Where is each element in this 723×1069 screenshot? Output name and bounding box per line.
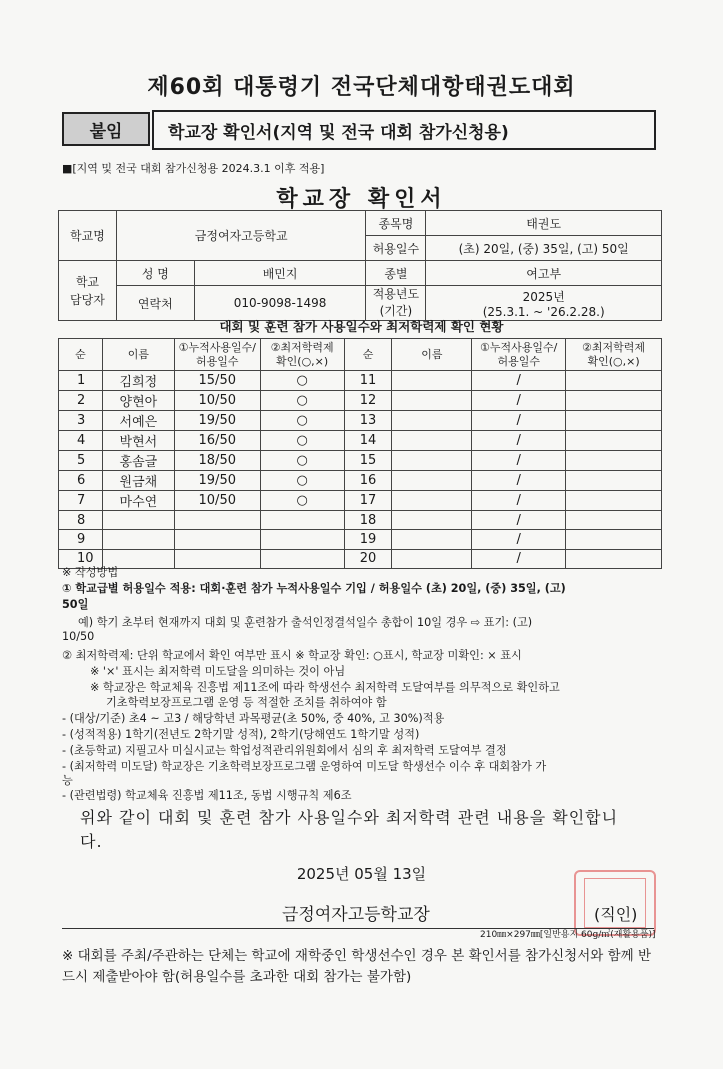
record-no-cell: 6 (59, 471, 103, 491)
record-name-cell (392, 371, 472, 391)
record-name-cell (392, 530, 472, 549)
note-example: 예) 학기 초부터 현재까지 대회 및 훈련참가 출석인정결석일수 총합이 10일 경우 ⇨ 표기: (고) (78, 616, 533, 629)
footer-note: ※ 대회를 주최/주관하는 단체는 학교에 재학중인 학생선수인 경우 본 확인서를 참가신청서와 함께 반드시 제출받아야 함(허용일수를 초과한 대회 참가는 불가함) (62, 948, 651, 985)
record-no-cell: 5 (59, 451, 103, 471)
record-academic-cell (566, 411, 662, 431)
applicable-period-value: (25.3.1. ~ '26.2.28.) (482, 304, 605, 319)
record-days-cell: / (472, 431, 566, 451)
record-academic-cell (566, 371, 662, 391)
allowed-days-value: (초) 20일, (중) 35일, (고) 50일 (426, 236, 662, 261)
record-name-cell (392, 491, 472, 511)
record-days-cell: / (472, 411, 566, 431)
record-academic-cell (260, 549, 344, 568)
record-name-cell: 홍솜글 (102, 451, 174, 471)
table-row (59, 391, 662, 411)
appendix-badge: 붙임 (62, 112, 150, 146)
record-days-cell: / (472, 491, 566, 511)
header-no: 순 (59, 339, 103, 371)
header-days: ①누적사용일수/ 허용일수 (472, 339, 566, 371)
record-days-cell: 10/50 (174, 491, 260, 511)
event-label: 종목명 (366, 211, 426, 236)
record-name-cell: 마수연 (102, 491, 174, 511)
principal-name: 금정여자고등학교장 (282, 905, 430, 925)
allowed-days-label: 허용일수 (366, 236, 426, 261)
table-row (59, 491, 662, 511)
notes-heading: ※ 작성방법 (62, 566, 119, 579)
contact-value: 010-9098-1498 (194, 286, 366, 321)
record-academic-cell: ○ (260, 491, 344, 511)
main-title: 제60회 대통령기 전국단체대항태권도대회 (147, 75, 576, 100)
record-academic-cell: ○ (260, 391, 344, 411)
record-no-cell: 4 (59, 431, 103, 451)
record-academic-cell: ○ (260, 371, 344, 391)
note-dash-2: - (성적적용) 1학기(전년도 2학기말 성적), 2학기(당해연도 1학기말 성적) (62, 728, 420, 741)
record-academic-cell (260, 511, 344, 530)
event-value: 태권도 (426, 211, 662, 236)
record-no-cell: 8 (59, 511, 103, 530)
staff-name-label: 성 명 (116, 261, 194, 286)
table-row (59, 549, 662, 568)
record-name-cell (392, 391, 472, 411)
header-days: ①누적사용일수/ 허용일수 (174, 339, 260, 371)
header-academic: ②최저학력제 확인(○,×) (260, 339, 344, 371)
records-table (58, 338, 662, 569)
document-title: 학교장 확인서 (276, 187, 447, 212)
record-academic-cell (260, 530, 344, 549)
header-name: 이름 (392, 339, 472, 371)
applicable-year-value: 2025년 (522, 289, 565, 304)
note-dash-5: - (관련법령) 학교체육 진흥법 제11조, 동법 시행규칙 제6조 (62, 789, 352, 802)
record-no-cell: 1 (59, 371, 103, 391)
record-academic-cell: ○ (260, 431, 344, 451)
table-row (59, 431, 662, 451)
record-no-cell: 17 (344, 491, 392, 511)
applies-note: ■[지역 및 전국 대회 참가신청용 2024.3.1 이후 적용] (62, 162, 325, 175)
record-name-cell: 서예은 (102, 411, 174, 431)
record-no-cell: 19 (344, 530, 392, 549)
note-dash-4: - (최저학력 미도달) 학교장은 기초학력보장프로그램 운영하여 미도달 학생선수 이수 후 대회참가 가 (62, 760, 547, 773)
record-academic-cell (566, 471, 662, 491)
record-days-cell: 18/50 (174, 451, 260, 471)
record-days-cell: 19/50 (174, 411, 260, 431)
record-name-cell (392, 549, 472, 568)
contact-label: 연락처 (116, 286, 194, 321)
record-no-cell: 18 (344, 511, 392, 530)
table-row (59, 371, 662, 391)
record-days-cell: 10/50 (174, 391, 260, 411)
record-name-cell (392, 451, 472, 471)
table-row (59, 530, 662, 549)
record-name-cell: 김희정 (102, 371, 174, 391)
record-name-cell (392, 431, 472, 451)
document-date: 2025년 05월 13일 (296, 865, 427, 883)
table-row (59, 471, 662, 491)
note-dash-3: - (초등학교) 지필고사 미실시교는 학업성적관리위원회에서 심의 후 최저학력 도달여부 결정 (62, 744, 507, 757)
record-name-cell: 원금채 (102, 471, 174, 491)
note-item-2-sub-1: ※ '×' 표시는 최저학력 미도달을 의미하는 것이 아님 (90, 665, 346, 678)
school-name-value: 금정여자고등학교 (116, 211, 366, 261)
record-academic-cell: ○ (260, 411, 344, 431)
table-row (59, 511, 662, 530)
record-academic-cell (566, 451, 662, 471)
record-no-cell: 16 (344, 471, 392, 491)
records-section-title: 대회 및 훈련 참가 사용일수와 최저학력제 확인 현황 (219, 319, 504, 334)
record-academic-cell: ○ (260, 451, 344, 471)
record-no-cell: 20 (344, 549, 392, 568)
record-no-cell: 9 (59, 530, 103, 549)
record-days-cell: 15/50 (174, 371, 260, 391)
record-no-cell: 11 (344, 371, 392, 391)
note-dash-4-cont: 능 (62, 774, 73, 787)
record-days-cell (174, 549, 260, 568)
table-row (59, 411, 662, 431)
note-item-2-sub-2: ※ 학교장은 학교체육 진흥법 제11조에 따라 학생선수 최저학력 도달여부를 의무적으로 확인하고 (90, 681, 560, 694)
record-name-cell (102, 511, 174, 530)
note-item-1-cont: 50일 (62, 598, 89, 611)
record-days-cell: 19/50 (174, 471, 260, 491)
record-academic-cell (566, 530, 662, 549)
record-no-cell: 2 (59, 391, 103, 411)
school-name-label: 학교명 (59, 211, 117, 261)
record-no-cell: 13 (344, 411, 392, 431)
header-no: 순 (344, 339, 392, 371)
record-no-cell: 7 (59, 491, 103, 511)
record-days-cell: / (472, 530, 566, 549)
record-academic-cell (566, 391, 662, 411)
record-name-cell: 박현서 (102, 431, 174, 451)
category-value: 여고부 (426, 261, 662, 286)
header-academic: ②최저학력제 확인(○,×) (566, 339, 662, 371)
record-name-cell (392, 511, 472, 530)
confirmation-text: 위와 같이 대회 및 훈련 참가 사용일수와 최저학력 관련 내용을 확인합니다. (80, 808, 619, 851)
record-name-cell (102, 530, 174, 549)
record-days-cell (174, 530, 260, 549)
record-days-cell: 16/50 (174, 431, 260, 451)
note-dash-1: - (대상/기준) 초4 ~ 고3 / 해당학년 과목평균(초 50%, 중 40%, 고 30%)적용 (62, 712, 445, 725)
table-row (59, 451, 662, 471)
record-days-cell: / (472, 471, 566, 491)
applicable-year-label: 적용년도 (기간) (366, 286, 426, 321)
record-no-cell: 3 (59, 411, 103, 431)
note-item-1: ① 학교급별 허용일수 적용: 대회·훈련 참가 누적사용일수 기입 / 허용일수 (초) 20일, (중) 35일, (고) (62, 582, 566, 595)
record-no-cell: 15 (344, 451, 392, 471)
record-academic-cell (566, 511, 662, 530)
record-days-cell: / (472, 511, 566, 530)
record-name-cell (392, 471, 472, 491)
record-academic-cell (566, 491, 662, 511)
category-label: 종별 (366, 261, 426, 286)
record-days-cell (174, 511, 260, 530)
note-example-cont: 10/50 (62, 630, 95, 643)
header-name: 이름 (102, 339, 174, 371)
staff-label: 학교 담당자 (59, 261, 117, 321)
record-no-cell: 14 (344, 431, 392, 451)
record-no-cell: 10 (59, 549, 103, 568)
record-academic-cell (566, 549, 662, 568)
record-name-cell: 양현아 (102, 391, 174, 411)
record-days-cell: / (472, 549, 566, 568)
note-item-2-sub-2-cont: 기초학력보장프로그램 운영 등 적절한 조치를 취하여야 함 (106, 696, 387, 709)
record-academic-cell (566, 431, 662, 451)
seal-label: (직인) (594, 905, 638, 924)
record-days-cell: / (472, 451, 566, 471)
staff-name-value: 배민지 (194, 261, 366, 286)
record-academic-cell: ○ (260, 471, 344, 491)
record-days-cell: / (472, 371, 566, 391)
record-name-cell (392, 411, 472, 431)
paper-spec: 210㎜×297㎜[일반용지 60g/㎡(재활용품)] (480, 930, 656, 940)
form-title: 학교장 확인서(지역 및 전국 대회 참가신청용) (152, 110, 656, 150)
record-no-cell: 12 (344, 391, 392, 411)
record-days-cell: / (472, 391, 566, 411)
applicable-year-cell (426, 286, 662, 321)
school-info-table (58, 210, 662, 321)
note-item-2: ② 최저학력제: 단위 학교에서 확인 여부만 표시 ※ 학교장 확인: ○표시, 학교장 미확인: × 표시 (62, 649, 522, 662)
